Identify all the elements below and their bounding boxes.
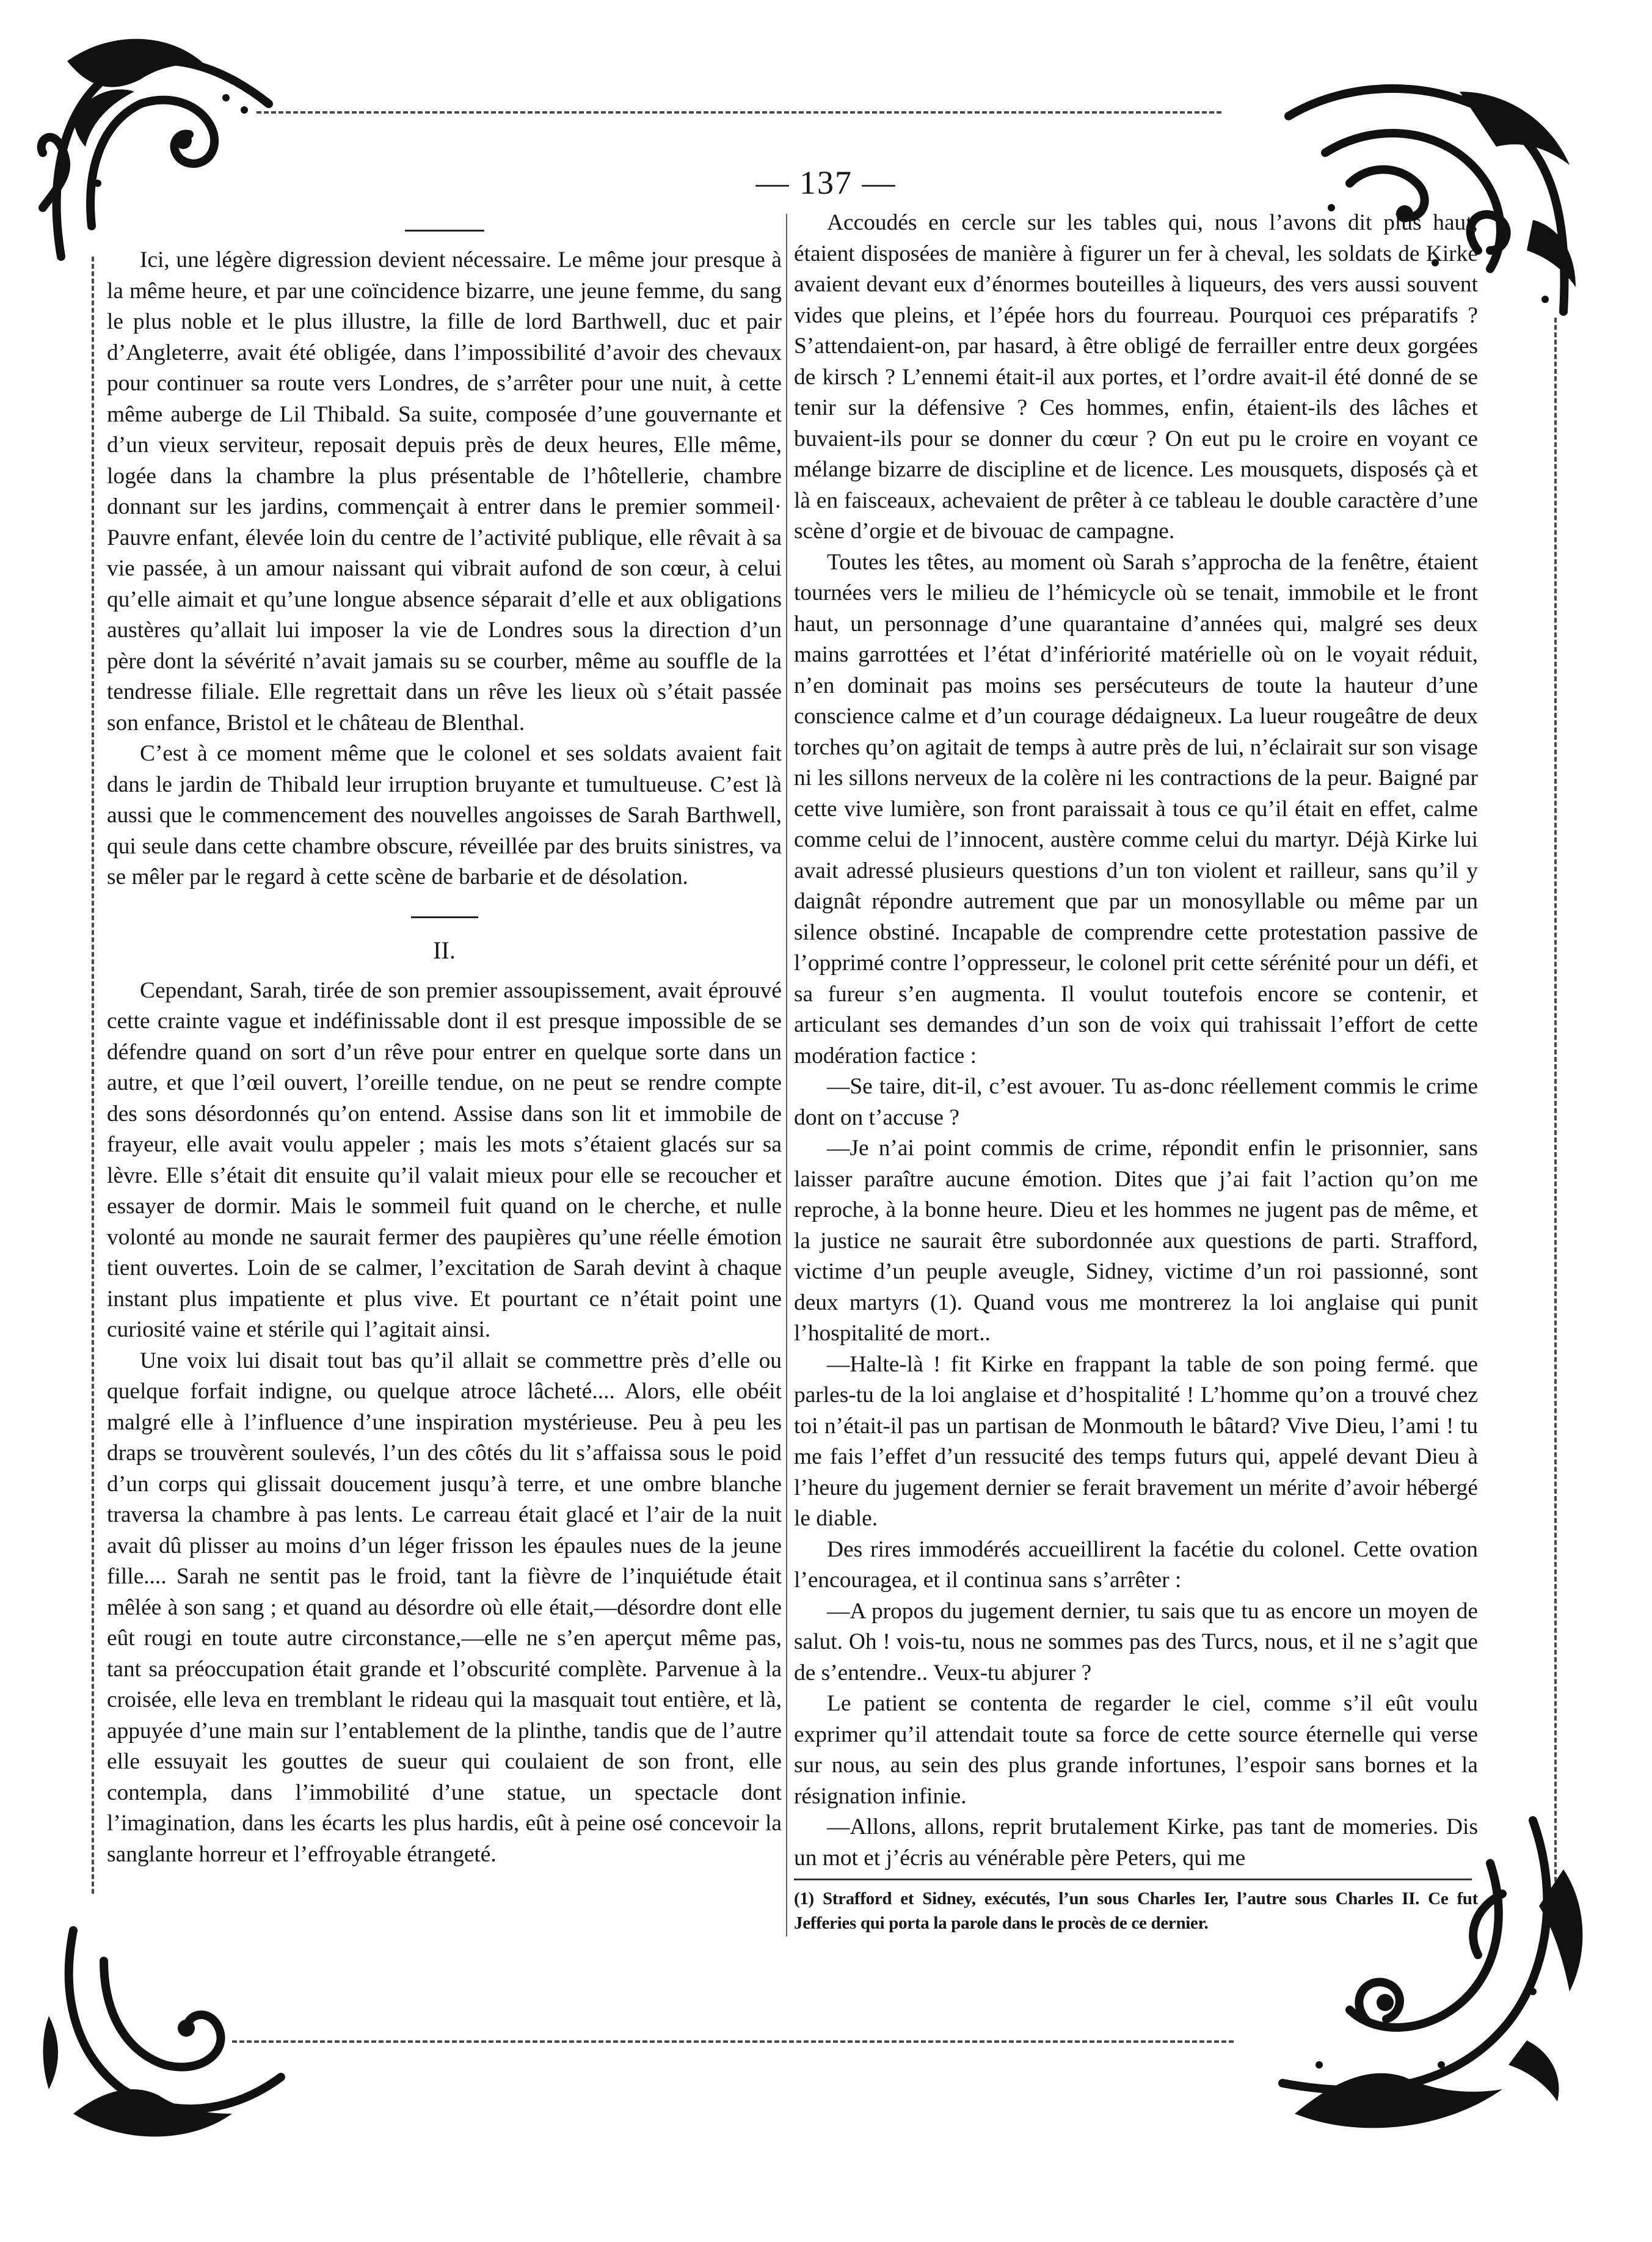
scroll-ornament-icon [37, 1918, 293, 2150]
left-column [107, 202, 782, 1870]
section-divider [411, 916, 478, 918]
paragraph: Ici, une légère digression devient nécessaire. Le même jour presque à la même heure, et par une coïncidence bizarre, une jeune femme, du sang le plus noble et le plus illustre, la fille de lord Barthwell, duc et pair d’Angleterre, avait été obligée, dans l’impossibilité d’avoir des chevaux pour continuer sa route vers Londres, de s’arrêter pour une nuit, à cette même auberge de Lil Thibald. Sa suite, composée d’une gouvernante et d’un vieux serviteur, reposait depuis près de deux heures, Elle même, logée dans la chambre la plus présentable de l’hôtellerie, chambre donnant sur les jardins, commençait à entrer dans le premier sommeil· Pauvre enfant, élevée loin du centre de l’activité publique, elle rêvait à sa vie passée, à un amour naissant qui vibrait aufond de son cœur, à celui qu’elle aimait et qu’une longue absence séparait d’elle et aux obligations austères qu’allait lui imposer la vie de Londres sous la direction d’un père dont la sévérité n’avait jamais su se courber, même au souffle de la tendresse filiale. Elle regrettait dans un rêve les lieux où s’était passée son enfance, Bristol et le château de Blenthal. [107, 247, 782, 736]
footnote: (1) Strafford et Sidney, exécutés, l’un sous Charles Ier, l’autre sous Charles II. Ce fut Jefferies qui porta la parole dans le procès de ce dernier. [794, 1889, 1478, 1933]
section-heading: II. [433, 936, 456, 964]
paragraph: —Allons, allons, reprit brutalement Kirke, pas tant de momeries. Dis un mot et j’écris au vénérable père Peters, qui me [794, 1814, 1478, 1871]
paragraph: Le patient se contenta de regarder le ciel, comme s’il eût voulu exprimer qu’il attendait toute sa force de cette source éternelle qui verse sur nous, au sein des plus grande infortunes, l’espoir sans bornes et la résignation infinie. [794, 1691, 1478, 1809]
paragraph: Une voix lui disait tout bas qu’il allait se commettre près d’elle ou quelque forfait indigne, ou quelque atroce lâcheté.... Alors, elle obéit malgré elle à l’influence d’une inspiration mystérieuse. Peu à peu les draps se trouvèrent soulevés, l’un des côtés du lit s’affaissa sous le poid d’un corps qui glissait doucement jusqu’à terre, et une ombre blanche traversa la chambre à pas lents. Le carreau était glacé et l’air de la nuit avait dû plisser au moins d’un léger frisson les épaules nues de la jeune fille.... Sarah ne sentit pas le froid, tant la fièvre de l’inquiétude était mêlée à son sang ; et quand au désordre où elle était,—désordre dont elle eût rougi en toute autre circonstance,—elle ne s’en aperçut même pas, tant sa préoccupation était grande et l’obscurité complète. Parvenue à la croisée, elle leva en tremblant le rideau qui la masquait tout entière, et là, appuyée d’une main sur l’entablement de la plinthe, tandis que de l’autre elle essuyait les gouttes de sueur qui coulaient de son front, elle contempla, dans l’immobilité d’une statue, un spectacle dont l’imagination, dans les écarts les plus hardis, eût à peine osé concevoir la sanglante horreur et l’effroyable étrangeté. [107, 1348, 782, 1867]
paragraph: —Halte-là ! fit Kirke en frappant la table de son poing fermé. que parles-tu de la loi anglaise et d’hospitalité ! L’homme qu’on a trouvé chez toi n’était-il pas un partisan de Monmouth le bâtard? Vive Dieu, l’ami ! tu me fais l’effet d’un ressucité des temps futurs qui, appelé devant Dieu à l’heure du jugement dernier se ferait bravement un mérite d’avoir hébergé le diable. [794, 1351, 1478, 1531]
paragraph: Accoudés en cercle sur les tables qui, nous l’avons dit plus haut, étaient disposées de manière à figurer un fer à cheval, les soldats de Kirke avaient devant eux d’énormes bouteilles à liqueurs, des vers aussi souvent vides que pleins, et l’épée hors du fourreau. Pourquoi ces préparatifs ? S’attendaient-on, par hasard, à être obligé de ferrailler entre deux gorgées de kirsch ? L’ennemi était-il aux portes, et l’ordre avait-il été donné de se tenir sur la défensive ? Ces hommes, enfin, étaient-ils des lâches et buvaient-ils pour se donner du cœur ? On eut pu le croire en voyant ce mélange bizarre de discipline et de licence. Les mousquets, disposés çà et là en faisceaux, achevaient de prêter à ce tableau le double caractère d’une scène d’orgie et de bivouac de campagne. [794, 210, 1478, 544]
paragraph: Cependant, Sarah, tirée de son premier assoupissement, avait éprouvé cette crainte vague et indéfinissable dont il est presque impossible de se défendre quand on sort d’un rêve pour entrer en quelque sorte dans un autre, et que l’œil ouvert, l’oreille tendue, on ne peut se rendre compte des sons désordonnés qu’on entend. Assise dans son lit et immobile de frayeur, elle avait voulu appeler ; mais les mots s’étaient glacés sur sa lèvre. Elle s’était dit ensuite qu’il valait mieux pour elle se recoucher et essayer de dormir. Mais le sommeil fuit quand on le cherche, et nulle volonté au monde ne saurait fermer des paupières qu’une réelle émotion tient ouvertes. Loin de se calmer, l’excitation de Sarah devint à chaque instant plus impatiente et plus vive. Et pourtant ce n’était point une curiosité vaine et stérile qui l’agitait ainsi. [107, 977, 782, 1342]
paragraph: —Se taire, dit-il, c’est avouer. Tu as-donc réellement commis le crime dont on t’accuse ? [794, 1074, 1478, 1130]
page-number: — 137 — [755, 164, 897, 201]
paragraph: Toutes les têtes, au moment où Sarah s’approcha de la fenêtre, étaient tournées vers le milieu de l’hémicycle où se tenait, immobile et le front haut, un personnage d’une quarantaine d’années qui, malgré ses deux mains garrottées et l’état d’infériorité matérielle où on le voyait réduit, n’en dominait pas moins ses persécuteurs de toute la hauteur d’une conscience calme et d’un courage dédaigneux. La lueur rougeâtre de deux torches qu’on agitait de temps à autre près de lui, n’éclairait sur son visage ni les sillons nerveux de la colère ni les contractions de la peur. Baigné par cette vive lumière, son front paraissait à tous ce qu’il était en effet, calme comme celui de l’innocent, austère comme celui du martyr. Déjà Kirke lui avait adressé plusieurs questions d’un ton violent et railleur, sans qu’il y daignât répondre autrement que par un monosyllable ou même par un silence obstiné. Incapable de comprendre cette protestation passive de l’opprimé contre l’oppresseur, le colonel prit cette sérénité pour un défi, et sa fureur s’en augmenta. Il voulut toutefois encore se contenir, et articulant ses demandes d’un son de voix qui trahissait l’effort de cette modération factice : [794, 549, 1478, 1068]
paragraph: —Je n’ai point commis de crime, répondit enfin le prisonnier, sans laisser paraître aucune émotion. Dites que j’ai fait l’action qu’on me reproche, à la bonne heure. Dieu et les hommes ne jugent pas de même, et la justice ne saurait être subordonnée aux questions de parti. Strafford, victime d’un peuple aveugle, Sidney, victime d’un roi passionné, sont deux martyrs (1). Quand vous me montrerez la loi anglaise qui punit l’hospitalité de mort.. [794, 1136, 1478, 1346]
right-column [794, 208, 1478, 1935]
footnote-rule [794, 1879, 1472, 1880]
section-divider [405, 230, 484, 232]
paragraph: Des rires immodérés accueillirent la facétie du colonel. Cette ovation l’encouragea, et il continua sans s’arrêter : [794, 1536, 1478, 1593]
paragraph: —A propos du jugement dernier, tu sais que tu as encore un moyen de salut. Oh ! vois-tu, nous ne sommes pas des Turcs, nous, et il ne s’agit que de s’entendre.. Veux-tu abjurer ? [794, 1598, 1478, 1685]
paragraph: C’est à ce moment même que le colonel et ses soldats avaient fait dans le jardin de Thibald leur irruption bruyante et tumultueuse. C’est là aussi que le commencement des nouvelles angoisses de Sarah Barthwell, qui seule dans cette chambre obscure, réveillée par des bruits sinistres, va se mêler par le regard à cette scène de barbarie et de désolation. [107, 741, 782, 889]
column-divider [786, 214, 787, 1937]
right-border-rule [1554, 318, 1557, 1918]
top-border-rule [257, 111, 1221, 114]
bottom-border-rule [232, 2040, 1234, 2043]
left-border-rule [92, 257, 94, 1894]
